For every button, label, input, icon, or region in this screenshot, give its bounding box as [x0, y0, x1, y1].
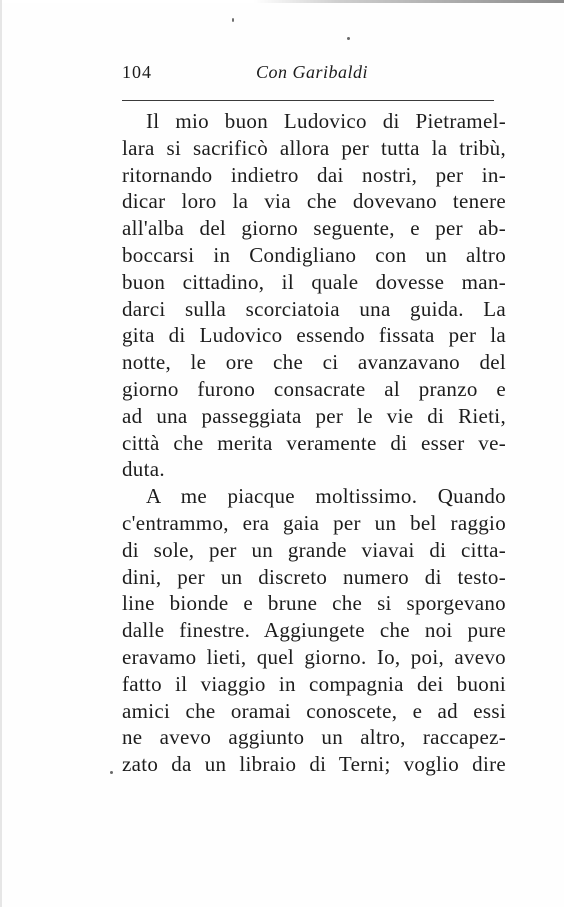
text-line: gita di Ludovico essendo fissata per la — [122, 323, 506, 348]
text-line: boccarsi in Condigliano con un altro — [122, 242, 506, 267]
text-line: ad una passeggiata per le vie di Rieti, — [122, 403, 506, 428]
text-line: all'alba del giorno seguente, e per ab- — [122, 216, 506, 241]
text-line: buon cittadino, il quale dovesse man- — [122, 269, 506, 294]
text-line: A me piacque moltissimo. Quando — [146, 484, 506, 509]
text-line: darci sulla scorciatoia una guida. La — [122, 296, 506, 321]
print-speck — [110, 771, 113, 774]
text-line: notte, le ore che ci avanzavano del — [122, 350, 506, 375]
paragraph-1 — [122, 108, 506, 483]
text-line: dicar loro la via che dovevano tenere — [122, 189, 506, 214]
text-line: ritornando indietro dai nostri, per in- — [122, 162, 506, 187]
text-line: lara si sacrificò allora per tutta la tribù, — [122, 135, 506, 160]
text-line: ne avevo aggiunto un altro, raccapez- — [122, 725, 506, 750]
text-line: fatto il viaggio in compagnia dei buoni — [122, 671, 506, 696]
page-header — [122, 62, 494, 90]
text-line: dini, per un discreto numero di testo- — [122, 564, 506, 589]
text-line: amici che oramai conoscete, e ad essi — [122, 698, 506, 723]
page-number: 104 — [122, 62, 152, 82]
text-line: zato da un libraio di Terni; voglio dire — [122, 752, 506, 777]
print-speck — [347, 37, 350, 40]
text-line: dalle finestre. Aggiungete che noi pure — [122, 618, 506, 643]
text-line: c'entrammo, era gaia per un bel raggio — [122, 510, 506, 535]
print-speck — [232, 18, 234, 22]
body-text — [122, 108, 506, 778]
text-line: città che merita veramente di esser ve- — [122, 430, 506, 455]
text-line: Il mio buon Ludovico di Pietramel- — [146, 109, 506, 133]
text-line: giorno furono consacrate al pranzo e — [122, 376, 506, 401]
text-line: duta. — [122, 457, 165, 482]
text-line: eravamo lieti, quel giorno. Io, poi, avevo — [122, 644, 506, 669]
text-line: di sole, per un grande viavai di citta- — [122, 537, 506, 562]
page-top-edge — [0, 0, 564, 3]
paragraph-2 — [122, 483, 506, 778]
header-rule — [122, 100, 494, 101]
page-left-edge — [0, 0, 2, 907]
text-line: line bionde e brune che si sporgevano — [122, 591, 506, 616]
running-title: Con Garibaldi — [256, 62, 369, 82]
